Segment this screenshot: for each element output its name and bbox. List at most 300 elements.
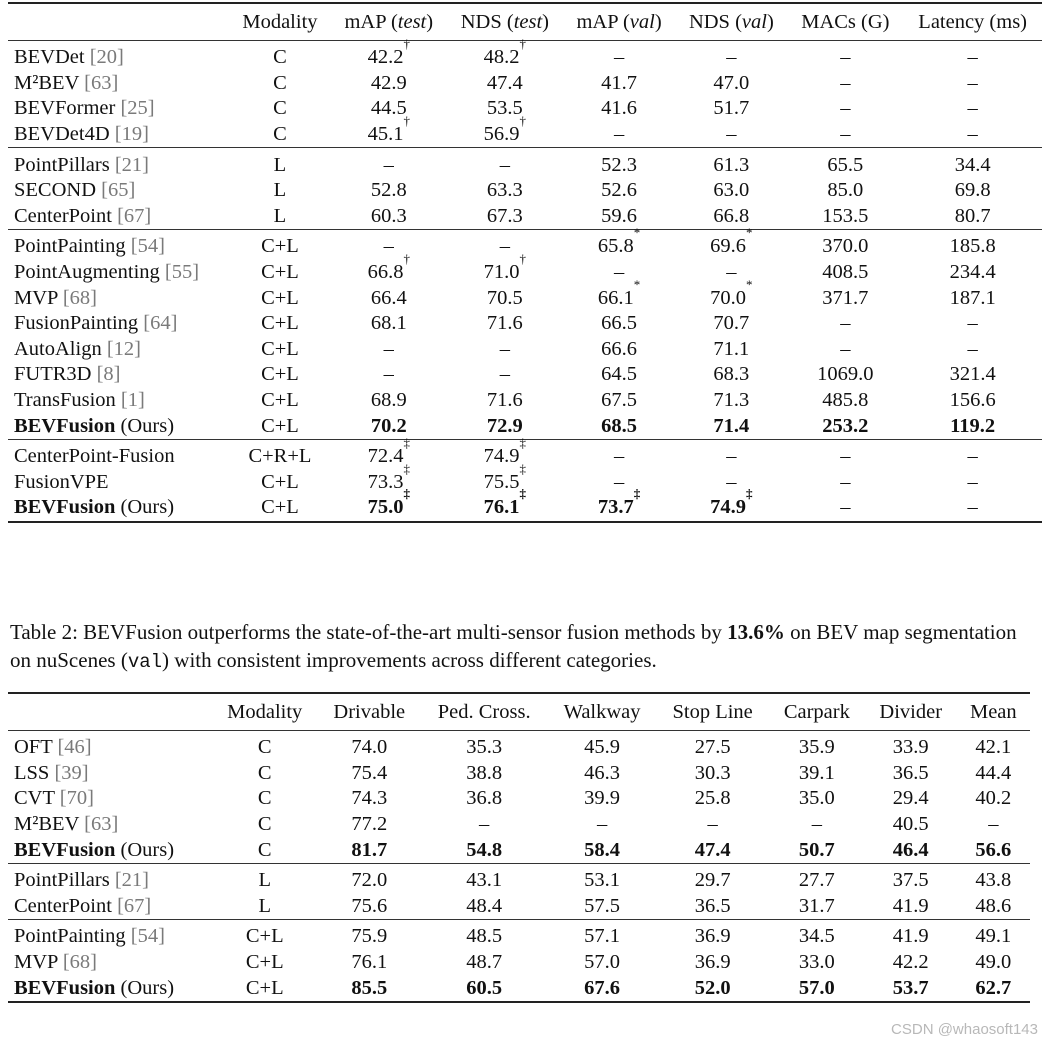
table2-header-stop-line: Stop Line bbox=[656, 693, 769, 731]
value-cell: – bbox=[447, 148, 563, 178]
value-cell: 76.1 bbox=[351, 951, 388, 974]
value-cell: – bbox=[726, 470, 737, 493]
value-cell: 72.0 bbox=[318, 863, 421, 893]
header-text: NDS (val) bbox=[688, 10, 774, 33]
method-cell bbox=[8, 96, 229, 122]
value-cell: 48.7 bbox=[466, 951, 503, 974]
method-cell bbox=[8, 41, 229, 71]
value-cell: – bbox=[563, 41, 676, 71]
method-name: SECOND bbox=[14, 179, 97, 202]
value-cell: 68.1 bbox=[370, 312, 407, 335]
value-cell: 53.7 bbox=[865, 975, 957, 1002]
value-cell: 234.4 bbox=[949, 261, 996, 284]
method-suffix: (Ours) bbox=[120, 414, 175, 437]
value-cell: 68.5 bbox=[601, 414, 637, 437]
table-row bbox=[8, 863, 1030, 893]
value-cell: 67.3 bbox=[486, 204, 523, 227]
value-cell: 57.5 bbox=[584, 894, 620, 917]
value-cell: 68.3 bbox=[713, 363, 750, 386]
modality-cell: C+L bbox=[261, 286, 299, 309]
table-row bbox=[8, 837, 1030, 863]
citation: [21] bbox=[114, 869, 149, 892]
table-row bbox=[8, 731, 1030, 761]
value-cell: 72.9 bbox=[486, 414, 523, 437]
value-cell: 156.6 bbox=[949, 389, 996, 412]
method-name: CenterPoint-Fusion bbox=[14, 445, 175, 468]
value-cell: 54.8 bbox=[466, 838, 503, 861]
modality-cell: C+L bbox=[229, 230, 330, 260]
method-cell bbox=[8, 761, 211, 787]
method-name: M²BEV bbox=[14, 71, 80, 94]
table-row bbox=[8, 894, 1030, 920]
table-row bbox=[8, 41, 1042, 71]
table-row bbox=[8, 388, 1042, 414]
method-cell bbox=[8, 894, 211, 920]
table-row bbox=[8, 178, 1042, 204]
citation: [54] bbox=[130, 925, 165, 948]
method-name: PointPillars bbox=[14, 869, 110, 892]
value-cell: 485.8 bbox=[822, 389, 869, 412]
modality-cell: C+L bbox=[261, 389, 299, 412]
modality-cell: C+L bbox=[229, 495, 330, 522]
value-cell: 29.7 bbox=[656, 863, 769, 893]
header-text: MACs (G) bbox=[801, 10, 890, 33]
value-cell: 52.0 bbox=[656, 975, 769, 1002]
value-cell: 76.1‡ bbox=[447, 495, 563, 522]
value-cell: 37.5 bbox=[865, 863, 957, 893]
value-cell: 66.8† bbox=[367, 251, 410, 284]
value-cell: 52.8 bbox=[370, 179, 407, 202]
table1-header-row bbox=[8, 3, 1042, 41]
value-cell: 42.2 bbox=[892, 951, 929, 974]
value-cell: – bbox=[613, 123, 625, 146]
value-cell: 34.4 bbox=[903, 148, 1042, 178]
method-cell bbox=[8, 786, 211, 812]
table1-header-macs bbox=[787, 3, 903, 41]
modality-cell: C+R+L bbox=[229, 439, 330, 469]
modality-cell: C+L bbox=[211, 920, 318, 950]
value-cell: 43.8 bbox=[957, 863, 1030, 893]
value-cell: 70.5 bbox=[486, 286, 523, 309]
method-cell bbox=[8, 122, 229, 148]
value-cell: 30.3 bbox=[694, 761, 731, 784]
value-cell: 50.7 bbox=[798, 838, 835, 861]
value-cell: 52.6 bbox=[601, 179, 637, 202]
modality-cell: C bbox=[211, 731, 318, 761]
modality-cell: C bbox=[257, 838, 272, 861]
value-cell: 35.3 bbox=[421, 731, 548, 761]
method-name: AutoAlign bbox=[14, 337, 102, 360]
value-cell: 36.9 bbox=[694, 951, 731, 974]
value-cell: – bbox=[613, 261, 625, 284]
value-cell: – bbox=[988, 813, 999, 836]
value-cell: 74.0 bbox=[318, 731, 421, 761]
value-cell: 77.2 bbox=[351, 813, 388, 836]
value-cell: 75.6 bbox=[351, 894, 388, 917]
citation: [1] bbox=[120, 389, 145, 412]
method-name: CenterPoint bbox=[14, 204, 112, 227]
table2-header-modality: Modality bbox=[211, 693, 318, 731]
table2-header-walkway: Walkway bbox=[548, 693, 657, 731]
value-cell: – bbox=[967, 312, 978, 335]
value-cell: – bbox=[967, 71, 978, 94]
value-cell: – bbox=[383, 363, 394, 386]
value-cell: – bbox=[707, 813, 718, 836]
value-cell: 45.9 bbox=[548, 731, 657, 761]
method-cell bbox=[8, 439, 229, 469]
value-cell: 67.5 bbox=[601, 389, 637, 412]
value-cell: 185.8 bbox=[903, 230, 1042, 260]
value-cell: 39.1 bbox=[798, 761, 835, 784]
value-cell: – bbox=[675, 41, 787, 71]
method-cell bbox=[8, 837, 211, 863]
table-row bbox=[8, 761, 1030, 787]
table1-header-map-test bbox=[331, 3, 447, 41]
table-row bbox=[8, 204, 1042, 230]
table2-header-ped-cross: Ped. Cross. bbox=[421, 693, 548, 731]
modality-cell: C bbox=[257, 813, 272, 836]
value-cell: 44.4 bbox=[975, 761, 1012, 784]
value-cell: 31.7 bbox=[798, 894, 835, 917]
value-cell: 53.5 bbox=[486, 97, 523, 120]
method-cell bbox=[8, 285, 229, 311]
value-cell: 321.4 bbox=[949, 363, 996, 386]
value-cell: 74.9‡ bbox=[675, 495, 787, 522]
method-cell bbox=[8, 204, 229, 230]
method-name: LSS bbox=[14, 761, 50, 784]
value-cell: 81.7 bbox=[351, 838, 388, 861]
method-cell bbox=[8, 260, 229, 286]
table-row bbox=[8, 122, 1042, 148]
method-name: BEVFusion bbox=[14, 838, 116, 861]
modality-cell: C+L bbox=[261, 261, 299, 284]
citation: [67] bbox=[117, 894, 152, 917]
modality-cell: C bbox=[257, 761, 272, 784]
value-cell: – bbox=[840, 312, 851, 335]
value-cell: 66.6 bbox=[601, 337, 637, 360]
value-cell: – bbox=[383, 337, 394, 360]
method-suffix: (Ours) bbox=[120, 838, 175, 861]
caption-middle: on BEV map segmentation on nuScenes ( bbox=[10, 620, 1017, 672]
table1-header-latency bbox=[903, 3, 1042, 41]
value-cell: 49.1 bbox=[957, 920, 1030, 950]
value-cell: 53.1 bbox=[548, 863, 657, 893]
method-cell bbox=[8, 950, 211, 976]
method-name: TransFusion bbox=[14, 389, 116, 412]
modality-cell: L bbox=[273, 204, 287, 227]
header-text: NDS (test) bbox=[460, 10, 549, 33]
value-cell: 70.2 bbox=[370, 414, 407, 437]
value-cell: 66.4 bbox=[370, 286, 407, 309]
modality-cell: L bbox=[258, 894, 271, 917]
value-cell: 66.8 bbox=[713, 204, 750, 227]
table-row bbox=[8, 71, 1042, 97]
value-cell: 42.9 bbox=[370, 71, 407, 94]
value-cell: 70.0* bbox=[710, 276, 753, 309]
method-name: PointPainting bbox=[14, 235, 126, 258]
table-row bbox=[8, 285, 1042, 311]
value-cell: 35.0 bbox=[798, 787, 835, 810]
header-text: mAP (val) bbox=[576, 10, 662, 33]
modality-cell: C bbox=[273, 97, 287, 120]
method-name: BEVDet bbox=[14, 46, 85, 69]
method-name: FusionVPE bbox=[14, 470, 109, 493]
table-row bbox=[8, 148, 1042, 178]
method-name: FusionPainting bbox=[14, 312, 139, 335]
value-cell: 36.5 bbox=[694, 894, 731, 917]
value-cell: 65.5 bbox=[787, 148, 903, 178]
table1-header-nds-test bbox=[447, 3, 563, 41]
value-cell: 57.1 bbox=[548, 920, 657, 950]
value-cell: 119.2 bbox=[950, 414, 996, 437]
citation: [39] bbox=[54, 761, 89, 784]
value-cell: 46.4 bbox=[892, 838, 929, 861]
modality-cell: C+L bbox=[211, 975, 318, 1002]
citation: [64] bbox=[143, 312, 178, 335]
value-cell: 75.9 bbox=[318, 920, 421, 950]
value-cell: 56.9† bbox=[483, 113, 527, 146]
table2-header-method bbox=[8, 693, 211, 731]
value-cell: 51.7 bbox=[713, 97, 750, 120]
value-cell: 62.7 bbox=[957, 975, 1030, 1002]
value-cell: – bbox=[613, 470, 625, 493]
value-cell: 75.0‡ bbox=[331, 495, 447, 522]
citation: [55] bbox=[164, 261, 200, 284]
method-name: PointPillars bbox=[14, 153, 110, 176]
value-cell: 47.4 bbox=[694, 838, 731, 861]
table-row bbox=[8, 950, 1030, 976]
segmentation-results-table bbox=[8, 692, 1030, 1003]
modality-cell: C bbox=[257, 787, 272, 810]
modality-cell: C+L bbox=[261, 363, 299, 386]
value-cell: 75.4 bbox=[351, 761, 388, 784]
value-cell: – bbox=[840, 337, 851, 360]
value-cell: 56.6 bbox=[975, 838, 1012, 861]
value-cell: – bbox=[596, 813, 608, 836]
value-cell: 61.3 bbox=[675, 148, 787, 178]
method-cell bbox=[8, 495, 229, 522]
value-cell: 35.9 bbox=[769, 731, 865, 761]
method-name: CVT bbox=[14, 787, 55, 810]
modality-cell: C+L bbox=[245, 951, 284, 974]
table1-header-modality: Modality bbox=[229, 3, 330, 41]
caption-code: val bbox=[127, 651, 163, 673]
value-cell: 48.6 bbox=[975, 894, 1012, 917]
value-cell: 253.2 bbox=[822, 414, 869, 437]
table-row bbox=[8, 812, 1030, 838]
value-cell: 27.7 bbox=[769, 863, 865, 893]
value-cell: 69.6* bbox=[675, 230, 787, 260]
value-cell: 44.5 bbox=[370, 97, 407, 120]
value-cell: 65.8* bbox=[563, 230, 676, 260]
method-name: BEVFusion bbox=[14, 976, 116, 999]
value-cell: – bbox=[675, 439, 787, 469]
value-cell: 39.9 bbox=[584, 787, 620, 810]
value-cell: – bbox=[447, 230, 563, 260]
value-cell: 80.7 bbox=[954, 204, 991, 227]
value-cell: 25.8 bbox=[694, 787, 731, 810]
method-cell bbox=[8, 337, 229, 363]
value-cell: 46.3 bbox=[584, 761, 620, 784]
modality-cell: C+L bbox=[261, 414, 299, 437]
value-cell: 70.7 bbox=[713, 312, 750, 335]
value-cell: 41.6 bbox=[601, 97, 637, 120]
table2-header-carpark: Carpark bbox=[769, 693, 865, 731]
header-text: mAP (test) bbox=[344, 10, 434, 33]
method-cell bbox=[8, 230, 229, 260]
value-cell: 42.1 bbox=[957, 731, 1030, 761]
method-name: MVP bbox=[14, 286, 58, 309]
value-cell: 41.7 bbox=[601, 71, 637, 94]
value-cell: 48.4 bbox=[466, 894, 503, 917]
value-cell: 60.3 bbox=[370, 204, 407, 227]
method-cell bbox=[8, 920, 211, 950]
value-cell: 59.6 bbox=[601, 204, 637, 227]
value-cell: 71.0† bbox=[483, 251, 527, 284]
value-cell: 57.0 bbox=[584, 951, 620, 974]
value-cell: – bbox=[840, 71, 851, 94]
method-cell bbox=[8, 71, 229, 97]
method-name: PointAugmenting bbox=[14, 261, 160, 284]
method-name: FUTR3D bbox=[14, 363, 92, 386]
table1-body bbox=[8, 36, 1042, 522]
citation: [68] bbox=[62, 951, 97, 974]
value-cell: – bbox=[811, 813, 822, 836]
table-row bbox=[8, 362, 1042, 388]
value-cell: – bbox=[840, 470, 851, 493]
value-cell: 36.9 bbox=[656, 920, 769, 950]
value-cell: – bbox=[967, 123, 978, 146]
method-cell bbox=[8, 731, 211, 761]
value-cell: 43.1 bbox=[421, 863, 548, 893]
value-cell: 33.9 bbox=[865, 731, 957, 761]
value-cell: 63.3 bbox=[486, 179, 523, 202]
value-cell: 371.7 bbox=[822, 286, 869, 309]
value-cell: 48.5 bbox=[421, 920, 548, 950]
value-cell: – bbox=[903, 41, 1042, 71]
method-suffix: (Ours) bbox=[120, 976, 175, 999]
value-cell: 85.5 bbox=[318, 975, 421, 1002]
watermark: CSDN @whaosoft143 bbox=[891, 1021, 1038, 1038]
value-cell: 60.5 bbox=[421, 975, 548, 1002]
value-cell: 33.0 bbox=[798, 951, 835, 974]
method-cell bbox=[8, 413, 229, 439]
value-cell: 370.0 bbox=[787, 230, 903, 260]
caption-highlight: 13.6% bbox=[727, 620, 785, 644]
value-cell: 58.4 bbox=[584, 838, 620, 861]
method-name: MVP bbox=[14, 951, 58, 974]
value-cell: 52.3 bbox=[563, 148, 676, 178]
value-cell: 408.5 bbox=[822, 261, 869, 284]
value-cell: 74.3 bbox=[351, 787, 388, 810]
citation: [8] bbox=[96, 363, 121, 386]
table-row bbox=[8, 311, 1042, 337]
modality-cell: C+L bbox=[261, 312, 299, 335]
value-cell: – bbox=[499, 337, 510, 360]
value-cell: 74.9‡ bbox=[447, 439, 563, 469]
table1-header-method bbox=[8, 3, 229, 41]
value-cell: 66.5 bbox=[601, 312, 637, 335]
value-cell: 71.6 bbox=[486, 389, 523, 412]
value-cell: – bbox=[787, 439, 903, 469]
table-row bbox=[8, 260, 1042, 286]
citation: [19] bbox=[114, 123, 149, 146]
citation: [70] bbox=[59, 787, 94, 810]
citation: [65] bbox=[101, 179, 136, 202]
modality-cell: C+L bbox=[261, 337, 299, 360]
value-cell: 41.9 bbox=[865, 920, 957, 950]
citation: [21] bbox=[114, 153, 149, 176]
citation: [20] bbox=[89, 46, 124, 69]
value-cell: 57.0 bbox=[769, 975, 865, 1002]
table1-header-map-val bbox=[563, 3, 676, 41]
value-cell: 71.1 bbox=[713, 337, 750, 360]
method-cell bbox=[8, 178, 229, 204]
table2-header-row bbox=[8, 693, 1030, 731]
table2-body bbox=[8, 731, 1030, 1002]
value-cell: – bbox=[840, 97, 851, 120]
value-cell: – bbox=[479, 813, 490, 836]
value-cell: 47.4 bbox=[486, 71, 523, 94]
detection-results-table bbox=[8, 2, 1042, 523]
value-cell: – bbox=[726, 123, 737, 146]
table-row bbox=[8, 920, 1030, 950]
method-name: PointPainting bbox=[14, 925, 126, 948]
value-cell: 48.2† bbox=[447, 41, 563, 71]
caption-prefix: Table 2: BEVFusion outperforms the state-of-the-art multi-sensor fusion methods by bbox=[10, 620, 728, 644]
table-row bbox=[8, 975, 1030, 1002]
method-name: BEVFusion bbox=[14, 496, 116, 519]
value-cell: 85.0 bbox=[827, 179, 864, 202]
method-name: OFT bbox=[14, 736, 53, 759]
method-cell bbox=[8, 470, 229, 496]
citation: [63] bbox=[84, 813, 119, 836]
method-cell bbox=[8, 812, 211, 838]
value-cell: 1069.0 bbox=[817, 363, 874, 386]
value-cell: – bbox=[563, 439, 676, 469]
method-cell bbox=[8, 148, 229, 178]
modality-cell: C+L bbox=[261, 470, 299, 493]
value-cell: – bbox=[726, 261, 737, 284]
table2-header-drivable: Drivable bbox=[318, 693, 421, 731]
method-name: BEVFormer bbox=[14, 97, 116, 120]
citation: [68] bbox=[62, 286, 97, 309]
method-name: BEVDet4D bbox=[14, 123, 110, 146]
value-cell: – bbox=[903, 439, 1042, 469]
value-cell: 66.1* bbox=[597, 276, 641, 309]
citation: [63] bbox=[84, 71, 119, 94]
table-row bbox=[8, 495, 1042, 522]
method-cell bbox=[8, 388, 229, 414]
method-cell bbox=[8, 362, 229, 388]
citation: [54] bbox=[130, 235, 165, 258]
value-cell: – bbox=[787, 41, 903, 71]
citation: [12] bbox=[106, 337, 141, 360]
method-cell bbox=[8, 975, 211, 1002]
value-cell: 38.8 bbox=[466, 761, 503, 784]
value-cell: 187.1 bbox=[949, 286, 996, 309]
value-cell: 41.9 bbox=[892, 894, 929, 917]
value-cell: 29.4 bbox=[892, 787, 929, 810]
table2-caption bbox=[10, 618, 1040, 676]
method-name: M²BEV bbox=[14, 813, 80, 836]
method-suffix: (Ours) bbox=[120, 496, 175, 519]
value-cell: – bbox=[840, 123, 851, 146]
value-cell: 36.5 bbox=[892, 761, 929, 784]
citation: [46] bbox=[57, 736, 92, 759]
value-cell: 73.7‡ bbox=[563, 495, 676, 522]
value-cell: 68.9 bbox=[370, 389, 407, 412]
